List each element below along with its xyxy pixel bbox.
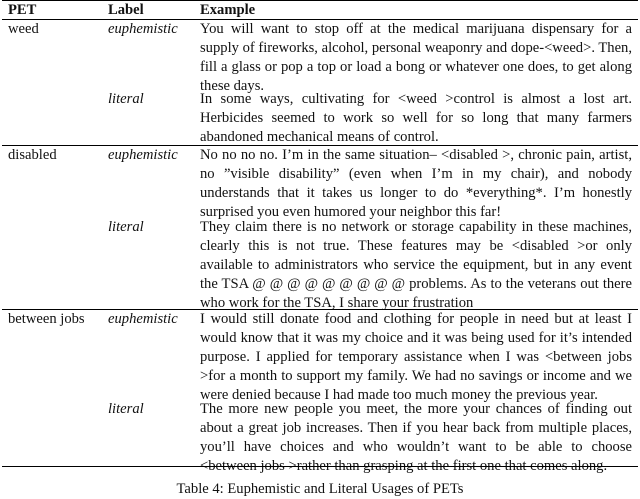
top-rule — [2, 0, 638, 1]
label-cell: literal — [108, 219, 144, 235]
label-cell: euphemistic — [108, 147, 178, 163]
label-cell: euphemistic — [108, 21, 178, 37]
example-cell: The more new people you meet, the more your chances of finding out about a great job increases. Then if you hear back from multiple places, you’ll have choices and who wouldn’t want to be able to choose <between jobs >rather than grasping at the first one that comes along. — [200, 401, 632, 474]
pet-cell: disabled — [8, 147, 57, 163]
example-cell: I would still donate food and clothing for people in need but at least I would know that it was my choice and it was being used for it’s intended purpose. I applied for temporary assistance when I was <between jobs >for a month to support my family. We had no savings or income and we were denied because I had made too much money the previous year. — [200, 311, 632, 403]
pet-cell: between jobs — [8, 311, 85, 327]
pet-cell: weed — [8, 21, 39, 37]
label-cell: euphemistic — [108, 311, 178, 327]
example-cell: In some ways, cultivating for <weed >control is almost a lost art. Herbicides seemed to work so well for so long that many farmers abandoned mechanical means of control. — [200, 91, 632, 145]
header-example: Example — [200, 2, 256, 18]
label-cell: literal — [108, 401, 144, 417]
label-cell: literal — [108, 91, 144, 107]
bottom-rule — [2, 466, 638, 467]
header-pet: PET — [8, 2, 37, 18]
example-cell: No no no no. I’m in the same situation– <disabled >, chronic pain, artist, no ”visible disability” (even when I’m in my chair), and nobody understands that it takes us longer to do *everything*. I’m honestly surprised you even humored your neighbor this far! — [200, 147, 632, 220]
header-label: Label — [108, 2, 144, 18]
example-cell: They claim there is no network or storage capability in these machines, clearly this is not true. These features may be <disabled >or only available to administrators who service the equipment, but in any event the TSA @ @ @ @ @ @ @ @ @ problems. As to the veterans out there who work for the TSA, I share your frustration — [200, 219, 632, 311]
table-caption: Table 4: Euphemistic and Literal Usages of PETs — [176, 481, 464, 497]
example-cell: You will want to stop off at the medical marijuana dispensary for a supply of fireworks, alcohol, personal weaponry and dope-<weed>. Then, fill a glass or pop a top or load a bong or whatever one does, to get along these days. — [200, 21, 632, 94]
